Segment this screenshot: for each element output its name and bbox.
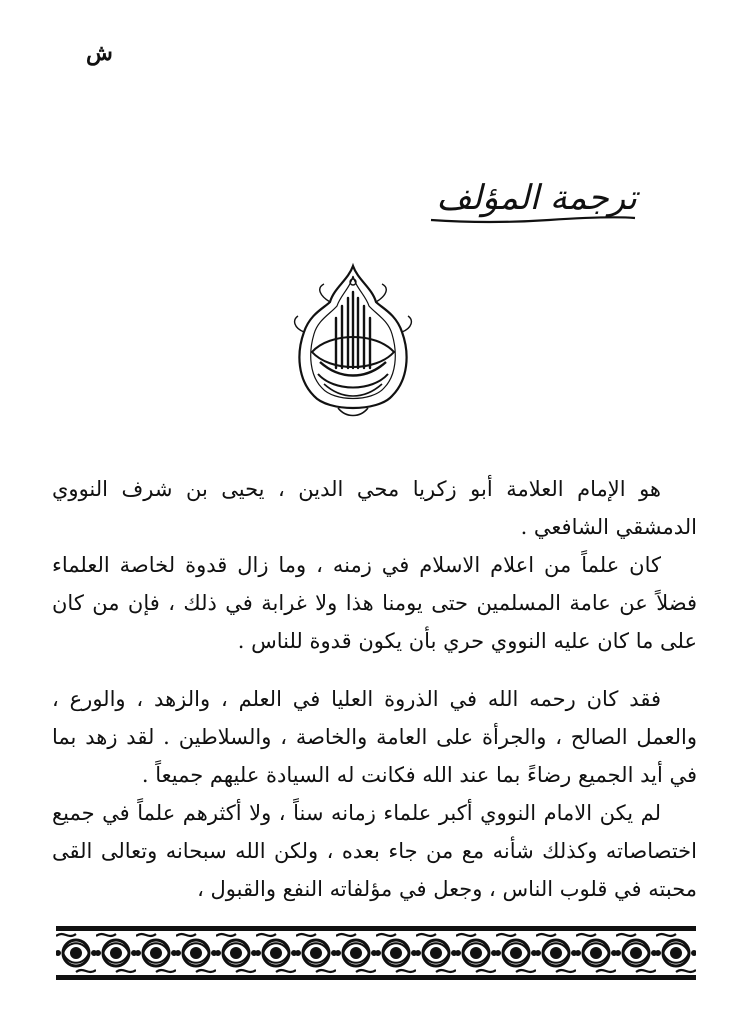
bismillah-calligraphy-medallion-icon xyxy=(290,262,416,422)
paragraph-1: هو الإمام العلامة أبو زكريا محي الدين ، يحيى بن شرف النووي الدمشقي الشافعي . xyxy=(52,477,697,539)
paragraph-4: لم يكن الامام النووي أكبر علماء زمانه سناً ، ولا أكثرهم علماً في جميع اختصاصاته وكذلك شأنه مع من جاء بعده ، ولكن الله سبحانه وتعالى القى محبته في قلوب الناس ، وجعل في مؤلفاته النفع والقبول ، xyxy=(52,801,697,901)
page-letter: ش xyxy=(86,40,113,66)
paragraph-3: فقد كان رحمه الله في الذروة العليا في العلم ، والزهد ، والورع ، والعمل الصالح ، والجرأة على العامة والخاصة ، والسلاطين . لقد زهد بما في أيد الجميع رضاءً بما عند الله فكانت له السيادة عليهم جميعاً . xyxy=(52,687,697,787)
section-title-block xyxy=(429,178,637,224)
body-text xyxy=(52,470,697,908)
decorative-border-icon xyxy=(56,926,696,980)
paragraph-2: كان علماً من اعلام الاسلام في زمنه ، وما زال قدوة لخاصة العلماء فضلاً عن عامة المسلمين حتى يومنا هذا ولا غرابة في ذلك ، فإن من كان على ما كان عليه النووي حري بأن يكون قدوة للناس . xyxy=(52,553,697,653)
section-title: ترجمة المؤلف xyxy=(436,178,637,218)
